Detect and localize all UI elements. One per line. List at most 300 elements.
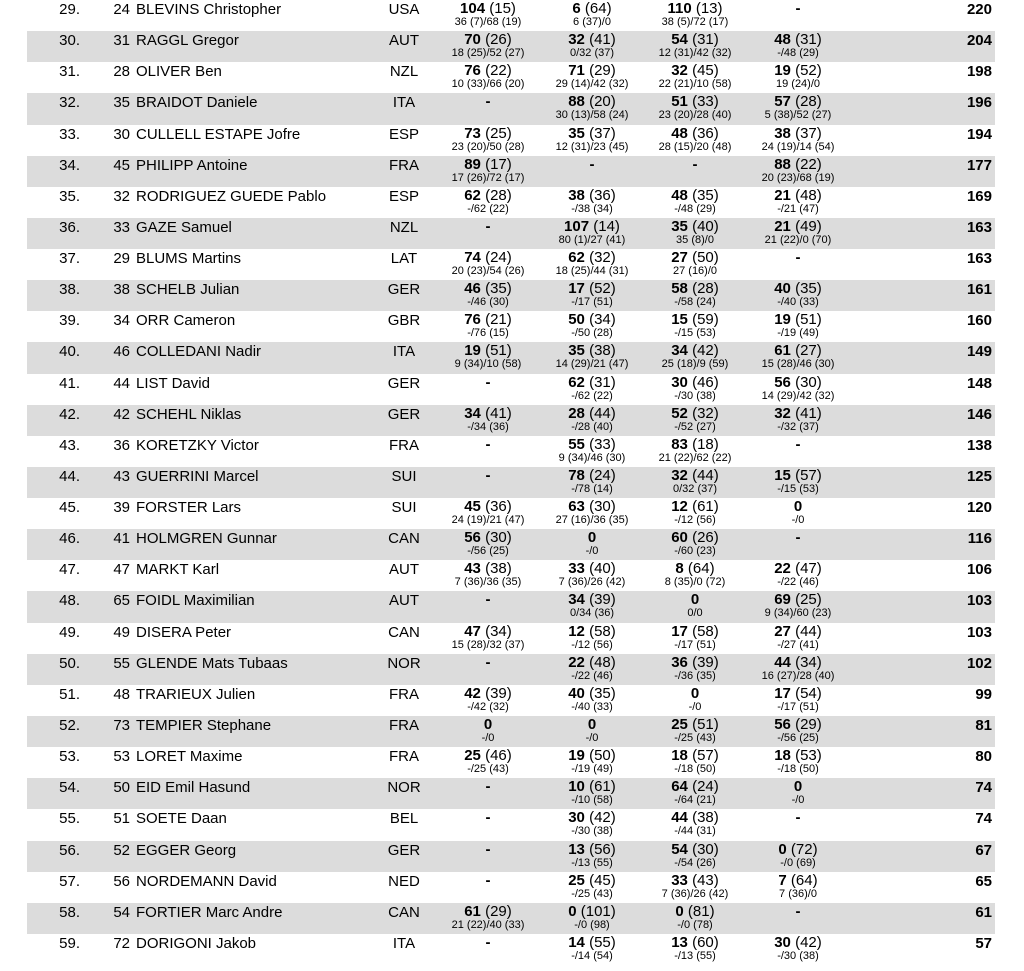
rank-cell: 36. bbox=[59, 218, 80, 236]
race-4-breakdown: 21 (22)/0 (70) bbox=[764, 233, 832, 246]
rider-name: FOIDL Maximilian bbox=[136, 592, 255, 610]
total-points: 149 bbox=[966, 343, 992, 361]
race-3-breakdown: -/58 (24) bbox=[674, 296, 716, 309]
race-2-breakdown: -/22 (46) bbox=[571, 669, 613, 682]
race-1-points bbox=[433, 903, 543, 920]
race-3-points bbox=[640, 62, 750, 79]
race-4-points bbox=[743, 747, 853, 764]
race-4-points bbox=[743, 249, 853, 266]
points-value: - bbox=[692, 155, 698, 173]
nation-cell: FRA bbox=[389, 748, 419, 766]
position-value: (28) bbox=[485, 186, 512, 204]
race-2-breakdown: 30 (13)/58 (24) bbox=[555, 109, 629, 122]
table-row bbox=[0, 405, 1024, 436]
position-value: (30) bbox=[795, 373, 822, 391]
race-1-points bbox=[433, 436, 543, 453]
bib-cell: 28 bbox=[113, 63, 130, 81]
position-value: (31) bbox=[692, 31, 719, 49]
rank-cell: 48. bbox=[59, 592, 80, 610]
race-2-breakdown: -/12 (56) bbox=[571, 638, 613, 651]
points-value: - bbox=[485, 217, 491, 235]
race-2-breakdown: -/0 bbox=[585, 545, 599, 558]
race-2-points bbox=[537, 405, 647, 422]
race-2-breakdown: -/0 (98) bbox=[574, 918, 610, 931]
points-value: 33 bbox=[671, 871, 688, 889]
bib-cell: 55 bbox=[113, 654, 130, 672]
race-4-breakdown: -/18 (50) bbox=[777, 763, 819, 776]
rank-cell: 37. bbox=[59, 250, 80, 268]
position-value: (28) bbox=[795, 93, 822, 111]
rank-cell: 44. bbox=[59, 467, 80, 485]
race-3-breakdown: -/48 (29) bbox=[674, 202, 716, 215]
points-value: - bbox=[485, 435, 491, 453]
race-4-points bbox=[743, 841, 853, 858]
race-1-breakdown: 10 (33)/66 (20) bbox=[451, 78, 525, 91]
position-value: (34) bbox=[795, 653, 822, 671]
race-4-points bbox=[743, 156, 853, 173]
position-value: (25) bbox=[485, 124, 512, 142]
race-4-points bbox=[743, 560, 853, 577]
rider-name: CULLELL ESTAPE Jofre bbox=[136, 125, 301, 143]
total-points: 57 bbox=[975, 934, 992, 952]
race-3-breakdown: 28 (15)/20 (48) bbox=[658, 140, 732, 153]
race-4-points bbox=[743, 778, 853, 795]
points-value: 34 bbox=[464, 404, 481, 422]
nation-cell: ITA bbox=[392, 343, 416, 361]
position-value: (30) bbox=[589, 498, 616, 516]
position-value: (27) bbox=[795, 342, 822, 360]
table-row bbox=[0, 342, 1024, 373]
points-value: 28 bbox=[568, 404, 585, 422]
race-1-points bbox=[433, 0, 543, 17]
race-4-breakdown: 5 (38)/52 (27) bbox=[764, 109, 832, 122]
race-1-points bbox=[433, 467, 543, 484]
points-value: 38 bbox=[774, 124, 791, 142]
position-value: (26) bbox=[485, 31, 512, 49]
race-1-points bbox=[433, 187, 543, 204]
rank-cell: 50. bbox=[59, 654, 80, 672]
points-value: 56 bbox=[774, 715, 791, 733]
position-value: (37) bbox=[795, 124, 822, 142]
race-4-breakdown: 20 (23)/68 (19) bbox=[761, 171, 835, 184]
race-4-points bbox=[743, 685, 853, 702]
points-value: 25 bbox=[464, 747, 481, 765]
race-3-breakdown: 27 (16)/0 bbox=[672, 265, 718, 278]
bib-cell: 42 bbox=[113, 405, 130, 423]
total-points: 220 bbox=[966, 1, 992, 18]
points-value: - bbox=[485, 840, 491, 858]
points-value: 48 bbox=[774, 31, 791, 49]
nation-cell: AUT bbox=[389, 561, 419, 579]
points-value: 36 bbox=[671, 653, 688, 671]
rank-cell: 54. bbox=[59, 779, 80, 797]
position-value: (18) bbox=[692, 435, 719, 453]
rider-name: BLUMS Martins bbox=[136, 250, 242, 268]
nation-cell: BEL bbox=[389, 810, 419, 828]
rank-cell: 57. bbox=[59, 872, 80, 890]
race-4-points bbox=[743, 405, 853, 422]
position-value: (46) bbox=[692, 373, 719, 391]
position-value: (64) bbox=[790, 871, 818, 889]
rider-name: OLIVER Ben bbox=[136, 63, 222, 81]
nation-cell: ESP bbox=[388, 125, 419, 143]
race-3-breakdown: 25 (18)/9 (59) bbox=[661, 358, 729, 371]
table-row bbox=[0, 187, 1024, 218]
points-value: 42 bbox=[464, 684, 481, 702]
position-value: (50) bbox=[692, 249, 719, 267]
race-1-points bbox=[433, 93, 543, 110]
race-3-points bbox=[640, 342, 750, 359]
rider-name: SCHEHL Niklas bbox=[136, 405, 242, 423]
rank-cell: 53. bbox=[59, 748, 80, 766]
race-3-points bbox=[640, 778, 750, 795]
race-2-points bbox=[537, 529, 647, 546]
race-3-breakdown: -/54 (26) bbox=[674, 856, 716, 869]
race-4-breakdown: 19 (24)/0 bbox=[775, 78, 821, 91]
total-points: 80 bbox=[975, 748, 992, 766]
points-value: 0 bbox=[568, 902, 577, 920]
race-3-points bbox=[640, 903, 750, 920]
points-value: 30 bbox=[568, 809, 585, 827]
race-2-points bbox=[537, 809, 647, 826]
race-4-breakdown: 15 (28)/46 (30) bbox=[761, 358, 835, 371]
race-1-points bbox=[433, 872, 543, 889]
rank-cell: 49. bbox=[59, 623, 80, 641]
total-points: 160 bbox=[966, 312, 992, 330]
nation-cell: NZL bbox=[389, 218, 419, 236]
rank-cell: 56. bbox=[59, 841, 80, 859]
race-3-breakdown: -/52 (27) bbox=[674, 420, 716, 433]
race-2-points bbox=[537, 187, 647, 204]
table-row bbox=[0, 934, 1024, 965]
race-2-points bbox=[537, 62, 647, 79]
race-2-points bbox=[537, 125, 647, 142]
race-3-breakdown: -/0 bbox=[688, 700, 702, 713]
position-value: (64) bbox=[584, 0, 612, 17]
points-value: 0 bbox=[793, 498, 803, 516]
rank-cell: 43. bbox=[59, 436, 80, 454]
race-1-points bbox=[433, 125, 543, 142]
position-value: (64) bbox=[687, 560, 715, 578]
race-4-points bbox=[743, 529, 853, 546]
nation-cell: FRA bbox=[389, 436, 419, 454]
position-value: (44) bbox=[795, 622, 822, 640]
race-3-points bbox=[640, 591, 750, 608]
race-2-points bbox=[537, 841, 647, 858]
race-2-breakdown: 0/34 (36) bbox=[569, 607, 615, 620]
race-1-points bbox=[433, 841, 543, 858]
race-2-points bbox=[537, 903, 647, 920]
nation-cell: CAN bbox=[388, 530, 420, 548]
points-value: 0 bbox=[587, 529, 597, 547]
total-points: 196 bbox=[966, 94, 992, 112]
points-value: 34 bbox=[568, 591, 585, 609]
race-4-points bbox=[743, 623, 853, 640]
points-value: 107 bbox=[564, 217, 590, 235]
total-points: 74 bbox=[975, 779, 992, 797]
rider-name: BLEVINS Christopher bbox=[136, 1, 282, 18]
race-1-points bbox=[433, 342, 543, 359]
race-1-points bbox=[433, 809, 543, 826]
position-value: (42) bbox=[589, 809, 616, 827]
points-value: 19 bbox=[568, 747, 585, 765]
race-2-points bbox=[537, 560, 647, 577]
rider-name: NORDEMANN David bbox=[136, 872, 277, 890]
position-value: (40) bbox=[692, 217, 719, 235]
race-2-breakdown: -/38 (34) bbox=[571, 202, 613, 215]
race-1-points bbox=[433, 249, 543, 266]
position-value: (13) bbox=[695, 0, 723, 17]
race-4-points bbox=[743, 498, 853, 515]
race-3-points bbox=[640, 93, 750, 110]
points-value: 47 bbox=[464, 622, 481, 640]
race-2-points bbox=[537, 685, 647, 702]
table-row bbox=[0, 93, 1024, 124]
race-2-breakdown: -/0 bbox=[585, 731, 599, 744]
race-3-breakdown: 21 (22)/62 (22) bbox=[658, 451, 732, 464]
bib-cell: 24 bbox=[113, 1, 130, 18]
race-3-breakdown: -/15 (53) bbox=[674, 327, 716, 340]
race-2-breakdown: -/50 (28) bbox=[571, 327, 613, 340]
position-value: (34) bbox=[485, 622, 512, 640]
points-value: 44 bbox=[774, 653, 791, 671]
race-3-points bbox=[640, 529, 750, 546]
points-value: 0 bbox=[675, 902, 684, 920]
rider-name: MARKT Karl bbox=[136, 561, 220, 579]
race-3-breakdown: -/12 (56) bbox=[674, 514, 716, 527]
rank-cell: 42. bbox=[59, 405, 80, 423]
position-value: (29) bbox=[795, 715, 822, 733]
table-row bbox=[0, 747, 1024, 778]
table-row bbox=[0, 685, 1024, 716]
rider-name: EID Emil Hasund bbox=[136, 779, 251, 797]
race-1-points bbox=[433, 716, 543, 733]
points-value: 48 bbox=[671, 186, 688, 204]
nation-cell: ITA bbox=[392, 934, 416, 952]
total-points: 102 bbox=[966, 654, 992, 672]
race-4-breakdown: 14 (29)/42 (32) bbox=[761, 389, 835, 402]
points-value: 0 bbox=[778, 840, 787, 858]
points-value: 22 bbox=[568, 653, 585, 671]
nation-cell: NZL bbox=[389, 63, 419, 81]
race-4-points bbox=[743, 311, 853, 328]
table-row bbox=[0, 156, 1024, 187]
rank-cell: 38. bbox=[59, 281, 80, 299]
position-value: (44) bbox=[692, 466, 719, 484]
table-row bbox=[0, 591, 1024, 622]
points-value: 45 bbox=[464, 498, 481, 516]
position-value: (20) bbox=[589, 93, 616, 111]
nation-cell: GER bbox=[387, 374, 421, 392]
points-value: 34 bbox=[671, 342, 688, 360]
points-value: 35 bbox=[568, 342, 585, 360]
race-3-points bbox=[640, 374, 750, 391]
points-value: 63 bbox=[568, 498, 585, 516]
points-value: 0 bbox=[793, 778, 803, 796]
table-row bbox=[0, 716, 1024, 747]
rider-name: BRAIDOT Daniele bbox=[136, 94, 258, 112]
rider-name: LORET Maxime bbox=[136, 748, 243, 766]
points-value: 19 bbox=[774, 62, 791, 80]
rider-name: TRARIEUX Julien bbox=[136, 685, 256, 703]
points-value: 35 bbox=[568, 124, 585, 142]
points-value: 88 bbox=[774, 155, 791, 173]
race-1-points bbox=[433, 218, 543, 235]
race-2-points bbox=[537, 156, 647, 173]
position-value: (48) bbox=[795, 186, 822, 204]
rank-cell: 35. bbox=[59, 187, 80, 205]
nation-cell: FRA bbox=[389, 685, 419, 703]
race-3-points bbox=[640, 872, 750, 889]
points-value: 55 bbox=[568, 435, 585, 453]
points-value: 27 bbox=[774, 622, 791, 640]
race-1-points bbox=[433, 311, 543, 328]
position-value: (51) bbox=[692, 715, 719, 733]
race-2-points bbox=[537, 0, 647, 17]
bib-cell: 72 bbox=[113, 934, 130, 952]
race-2-breakdown: -/30 (38) bbox=[571, 825, 613, 838]
nation-cell: ESP bbox=[388, 187, 419, 205]
points-value: 33 bbox=[568, 560, 585, 578]
race-1-breakdown: -/56 (25) bbox=[467, 545, 509, 558]
bib-cell: 46 bbox=[113, 343, 130, 361]
position-value: (41) bbox=[589, 31, 616, 49]
race-3-points bbox=[640, 218, 750, 235]
nation-cell: FRA bbox=[389, 156, 419, 174]
table-row bbox=[0, 249, 1024, 280]
race-1-breakdown: 36 (7)/68 (19) bbox=[454, 16, 522, 28]
position-value: (61) bbox=[692, 498, 719, 516]
race-1-breakdown: -/76 (15) bbox=[467, 327, 509, 340]
points-value: 32 bbox=[671, 466, 688, 484]
position-value: (56) bbox=[589, 840, 616, 858]
position-value: (53) bbox=[795, 747, 822, 765]
total-points: 204 bbox=[966, 32, 992, 50]
position-value: (38) bbox=[692, 809, 719, 827]
points-value: 0 bbox=[690, 591, 700, 609]
position-value: (52) bbox=[589, 280, 616, 298]
position-value: (72) bbox=[790, 840, 818, 858]
points-value: - bbox=[795, 529, 801, 547]
points-value: 44 bbox=[671, 809, 688, 827]
race-4-breakdown: -/30 (38) bbox=[777, 949, 819, 962]
race-4-points bbox=[743, 903, 853, 920]
bib-cell: 51 bbox=[113, 810, 130, 828]
bib-cell: 30 bbox=[113, 125, 130, 143]
points-value: 17 bbox=[774, 684, 791, 702]
points-value: 13 bbox=[568, 840, 585, 858]
points-value: 43 bbox=[464, 560, 481, 578]
points-value: 61 bbox=[464, 902, 481, 920]
rider-name: FORTIER Marc Andre bbox=[136, 903, 283, 921]
position-value: (26) bbox=[692, 529, 719, 547]
race-2-points bbox=[537, 218, 647, 235]
race-2-points bbox=[537, 716, 647, 733]
table-row bbox=[0, 903, 1024, 934]
points-value: - bbox=[795, 0, 801, 17]
position-value: (35) bbox=[589, 684, 616, 702]
race-2-breakdown: 7 (36)/26 (42) bbox=[558, 576, 626, 589]
race-4-points bbox=[743, 342, 853, 359]
rider-name: HOLMGREN Gunnar bbox=[136, 530, 277, 548]
race-3-points bbox=[640, 311, 750, 328]
total-points: 146 bbox=[966, 405, 992, 423]
race-3-points bbox=[640, 716, 750, 733]
race-1-breakdown: -/34 (36) bbox=[467, 420, 509, 433]
race-3-breakdown: -/13 (55) bbox=[674, 949, 716, 962]
race-2-points bbox=[537, 747, 647, 764]
rider-name: COLLEDANI Nadir bbox=[136, 343, 262, 361]
position-value: (61) bbox=[589, 778, 616, 796]
race-1-points bbox=[433, 374, 543, 391]
position-value: (31) bbox=[589, 373, 616, 391]
race-4-points bbox=[743, 187, 853, 204]
race-1-points bbox=[433, 529, 543, 546]
points-value: 104 bbox=[460, 0, 486, 17]
position-value: (41) bbox=[795, 404, 822, 422]
position-value: (47) bbox=[795, 560, 822, 578]
race-4-breakdown: -/0 (69) bbox=[780, 856, 816, 869]
position-value: (31) bbox=[795, 31, 822, 49]
bib-cell: 50 bbox=[113, 779, 130, 797]
table-row bbox=[0, 841, 1024, 872]
race-4-points bbox=[743, 436, 853, 453]
position-value: (54) bbox=[795, 684, 822, 702]
race-2-points bbox=[537, 498, 647, 515]
table-row bbox=[0, 872, 1024, 903]
race-3-breakdown: 22 (21)/10 (58) bbox=[658, 78, 732, 91]
race-3-breakdown: -/18 (50) bbox=[674, 763, 716, 776]
points-value: 15 bbox=[671, 311, 688, 329]
rider-name: KORETZKY Victor bbox=[136, 436, 259, 454]
total-points: 169 bbox=[966, 187, 992, 205]
position-value: (34) bbox=[589, 311, 616, 329]
rank-cell: 40. bbox=[59, 343, 80, 361]
position-value: (21) bbox=[485, 311, 512, 329]
points-value: 73 bbox=[464, 124, 481, 142]
race-4-points bbox=[743, 716, 853, 733]
nation-cell: GER bbox=[387, 281, 421, 299]
race-1-points bbox=[433, 31, 543, 48]
race-1-breakdown: 23 (20)/50 (28) bbox=[451, 140, 525, 153]
points-value: 12 bbox=[568, 622, 585, 640]
rider-name: TEMPIER Stephane bbox=[136, 716, 272, 734]
position-value: (36) bbox=[589, 186, 616, 204]
table-row bbox=[0, 218, 1024, 249]
race-1-breakdown: 18 (25)/52 (27) bbox=[451, 47, 525, 60]
race-2-breakdown: -/19 (49) bbox=[571, 763, 613, 776]
points-value: 69 bbox=[774, 591, 791, 609]
bib-cell: 32 bbox=[113, 187, 130, 205]
points-value: 74 bbox=[464, 249, 481, 267]
race-1-breakdown: 7 (36)/36 (35) bbox=[454, 576, 522, 589]
position-value: (42) bbox=[795, 933, 822, 951]
race-1-points bbox=[433, 685, 543, 702]
nation-cell: NOR bbox=[387, 779, 421, 797]
rider-name: RAGGL Gregor bbox=[136, 32, 239, 50]
race-4-breakdown: 7 (36)/0 bbox=[779, 887, 817, 900]
race-2-breakdown: -/40 (33) bbox=[571, 700, 613, 713]
race-2-points bbox=[537, 280, 647, 297]
points-value: 83 bbox=[671, 435, 688, 453]
race-3-points bbox=[640, 187, 750, 204]
race-4-breakdown: -/19 (49) bbox=[777, 327, 819, 340]
nation-cell: AUT bbox=[389, 592, 419, 610]
race-3-points bbox=[640, 498, 750, 515]
position-value: (101) bbox=[580, 902, 616, 920]
bib-cell: 48 bbox=[113, 685, 130, 703]
race-1-points bbox=[433, 560, 543, 577]
